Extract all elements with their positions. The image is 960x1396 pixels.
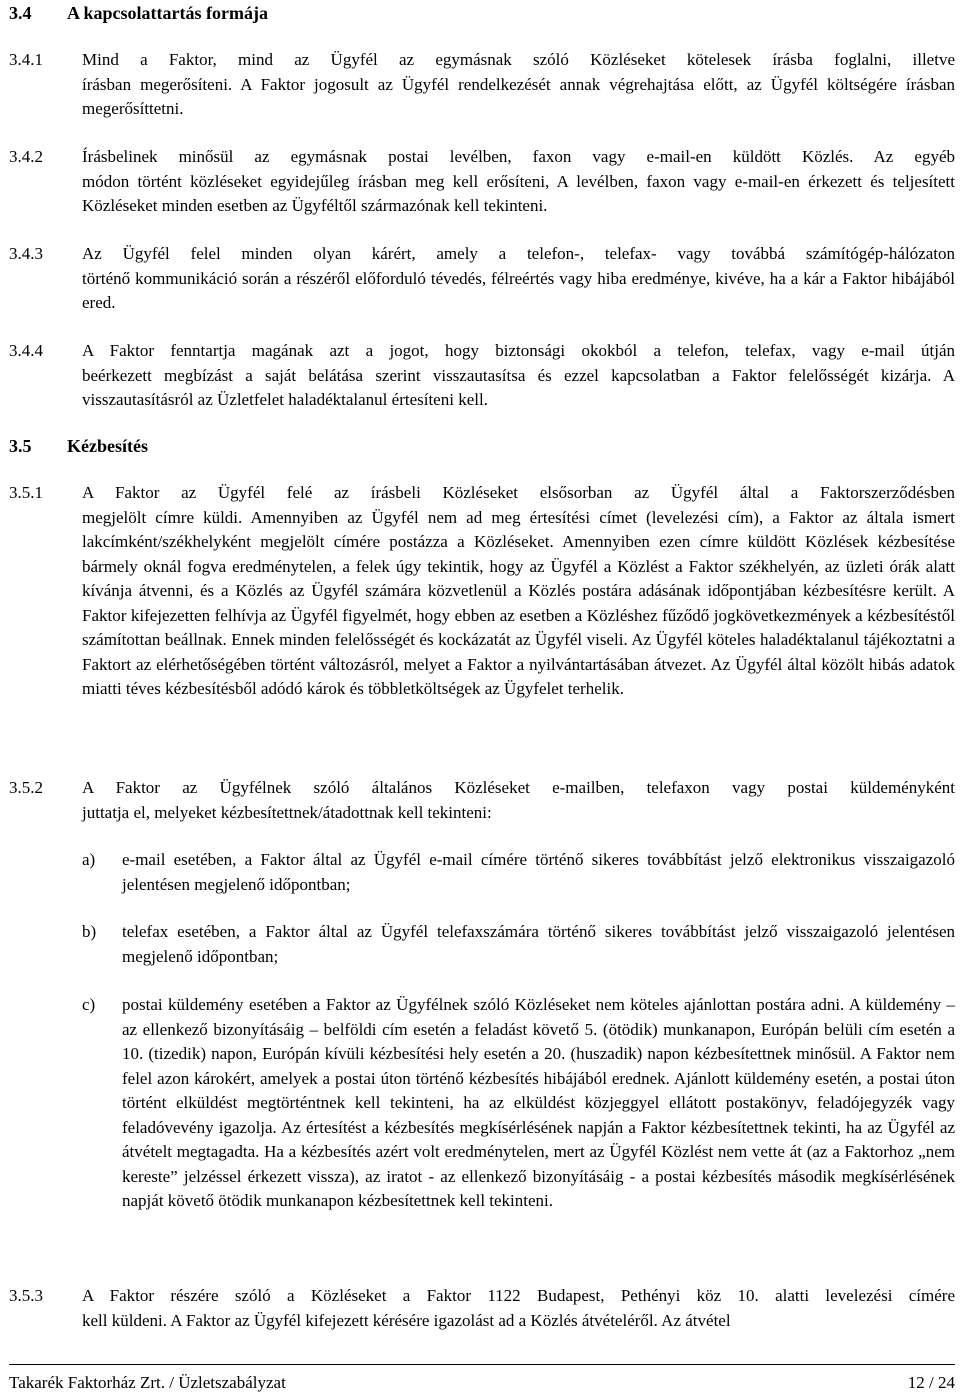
paragraph-lead: A Faktor részére szóló a Közléseket a Faktor 1122 Budapest, Pethényi köz 10. alatti levelezési címére: [82, 1286, 955, 1305]
list-marker: c): [82, 995, 96, 1014]
paragraph-number: 3.5.1: [9, 483, 43, 502]
section-heading-3-5: [9, 434, 148, 459]
paragraph-3-5-3: [9, 1284, 955, 1333]
paragraph-lead: Írásbelinek minősül az egymásnak postai levélben, faxon vagy e-mail-en küldött Közlés. Az egyéb: [82, 147, 955, 166]
section-title: Kézbesítés: [67, 436, 148, 456]
paragraph-body: módon történt közléseket egyidejűleg írásban meg kell erősíteni, A levélben, faxon vagy e-mail-en érkezett és teljesített Közléseket minden esetben az Ügyféltől származónak kell tekinteni.: [82, 171, 955, 215]
paragraph-body: történő kommunikáció során a részéről előforduló tévedés, félreértés vagy hiba eredménye, kivéve, ha a kár a Faktor hibájából ered.: [82, 268, 955, 312]
paragraph-lead: Mind a Faktor, mind az Ügyfél az egymásnak szóló Közléseket kötelesek írásba foglalni, illetve: [82, 50, 955, 69]
paragraph-lead: A Faktor fenntartja magának azt a jogot, hogy biztonsági okokból a telefon, telefax, vagy e-mail útján: [82, 341, 955, 360]
paragraph-body: megjelölt címre küldi. Amennyiben az Ügyfél nem ad meg értesítési címet (levelezési cím), a Faktor az általa ismert lakcímként/székhelyként megjelölt címére postázza a Közléseket. Amennyiben ezen címre küldött Közlések kézbesítése bármely oknál fogva eredménytelen, a felek úgy tekintik, hogy az Ügyfél a Közlést a Faktor székhelyén, az üzleti órák alatt kívánja átvenni, és a Közlés az Ügyfél számára közvetlenül a Közlés postára adásának időpontjában kézbesítésre került. A Faktor kifejezetten felhívja az Ügyfél figyelmét, hogy ebben az esetben a Közléshez fűződő jogkövetkezmények a kézbesítéstől számítottan beállnak. Ennek minden felelősségét és kockázatát az Ügyfél viseli. Az Ügyfél köteles haladéktalanul tájékoztatni a Faktort az elérhetőségében történt változásról, melyet a Faktor a nyilvántartásában átvezet. Az Ügyfél által közölt hibás adatok miatti téves kézbesítésből adódó károk és többletköltségek az Ügyfelet terhelik.: [82, 507, 955, 698]
paragraph-lead: A Faktor az Ügyfél felé az írásbeli Közléseket elsősorban az Ügyfél által a Faktorszerződésben: [82, 483, 955, 502]
paragraph-3-4-3: [9, 242, 955, 316]
list-marker: a): [82, 850, 96, 869]
list-item-text: e-mail esetében, a Faktor által az Ügyfél e-mail címére történő sikeres továbbítást jelző elektronikus visszaigazoló jelentésen megjelenő időpontban;: [122, 850, 955, 894]
section-title: A kapcsolattartás formája: [67, 3, 268, 23]
paragraph-lead: Az Ügyfél felel minden olyan kárért, amely a telefon-, telefax- vagy továbbá számítógép-hálózaton: [82, 244, 955, 263]
section-number: 3.5: [9, 436, 32, 456]
paragraph-number: 3.5.3: [9, 1286, 43, 1305]
footer-page-number: 12 / 24: [907, 1373, 955, 1392]
footer-company: Takarék Faktorház Zrt. / Üzletszabályzat: [9, 1373, 286, 1392]
paragraph-number: 3.4.3: [9, 244, 43, 263]
paragraph-body: írásban megerősíteni. A Faktor jogosult az Ügyfél rendelkezését annak végrehajtása előtt, az Ügyfél költségére írásban megerősíttetni.: [82, 74, 955, 118]
paragraph-number: 3.5.2: [9, 778, 43, 797]
paragraph-body: beérkezett megbízást a saját belátása szerint visszautasítsa és ezzel kapcsolatban a Faktor felelősségét kizárja. A visszautasításról az Üzletfelet haladéktalanul értesíteni kell.: [82, 365, 955, 409]
paragraph-3-4-4: [9, 339, 955, 413]
paragraph-number: 3.4.4: [9, 341, 43, 360]
page-footer: [9, 1364, 955, 1396]
section-number: 3.4: [9, 3, 32, 23]
paragraph-lead: A Faktor az Ügyfélnek szóló általános Közléseket e-mailben, telefaxon vagy postai küldeményként: [82, 778, 955, 797]
section-heading-3-4: [9, 1, 268, 26]
list-item-b: [82, 920, 955, 986]
paragraph-body: kell küldeni. A Faktor az Ügyfél kifejezett kérésére igazolást ad a Közlés átvételéről. Az átvétel: [82, 1310, 731, 1330]
paragraph-3-4-1: [9, 48, 955, 122]
paragraph-3-5-2: [9, 776, 955, 825]
paragraph-number: 3.4.1: [9, 50, 43, 69]
list-item-text: telefax esetében, a Faktor által az Ügyfél telefaxszámára történő sikeres továbbítást jelző visszaigazoló jelentésen megjelenő időpontban;: [122, 922, 955, 966]
list-item-a: [82, 848, 955, 914]
paragraph-3-5-1: [9, 481, 955, 702]
list-item-text: postai küldemény esetében a Faktor az Ügyfélnek szóló Közléseket nem köteles ajánlottan postára adni. A küldemény – az ellenkező bizonyításáig – belföldi cím esetén a feladást követő 5. (ötödik) munkanapon, Európán belüli cím esetén a 10. (tizedik) napon, Európán kívüli kézbesítési hely esetén a 20. (huszadik) napon kézbesítettnek minősül. A Faktor nem felel azon károkért, amelyek a postai úton történő kézbesítés hibájából erednek. Ajánlott küldemény esetén, a postai úton történt elküldést megtörténtnek kell tekinteni, ha az elküldést közjeggyel ellátott postakönyv, feladójegyzék vagy feladóvevény igazolja. Az értesítést a kézbesítés megkísérlésének napján a Faktor kézbesítettnek tekinti, ha az Ügyfél az átvételt megtagadta. Ha a kézbesítés azért volt eredménytelen, mert az Ügyfél Közlést nem vette át (az a Faktorhoz „nem kereste” jelzéssel érkezett vissza), az iratot - az ellenkező bizonyításáig - a postai kézbesítés második megkísérlésének napját követő ötödik munkanapon kézbesítettnek kell tekinteni.: [122, 995, 955, 1210]
paragraph-body: juttatja el, melyeket kézbesítettnek/átadottnak kell tekinteni:: [82, 802, 492, 822]
paragraph-3-4-2: [9, 145, 955, 219]
list-item-c: [82, 993, 955, 1231]
list-marker: b): [82, 922, 97, 941]
paragraph-number: 3.4.2: [9, 147, 43, 166]
